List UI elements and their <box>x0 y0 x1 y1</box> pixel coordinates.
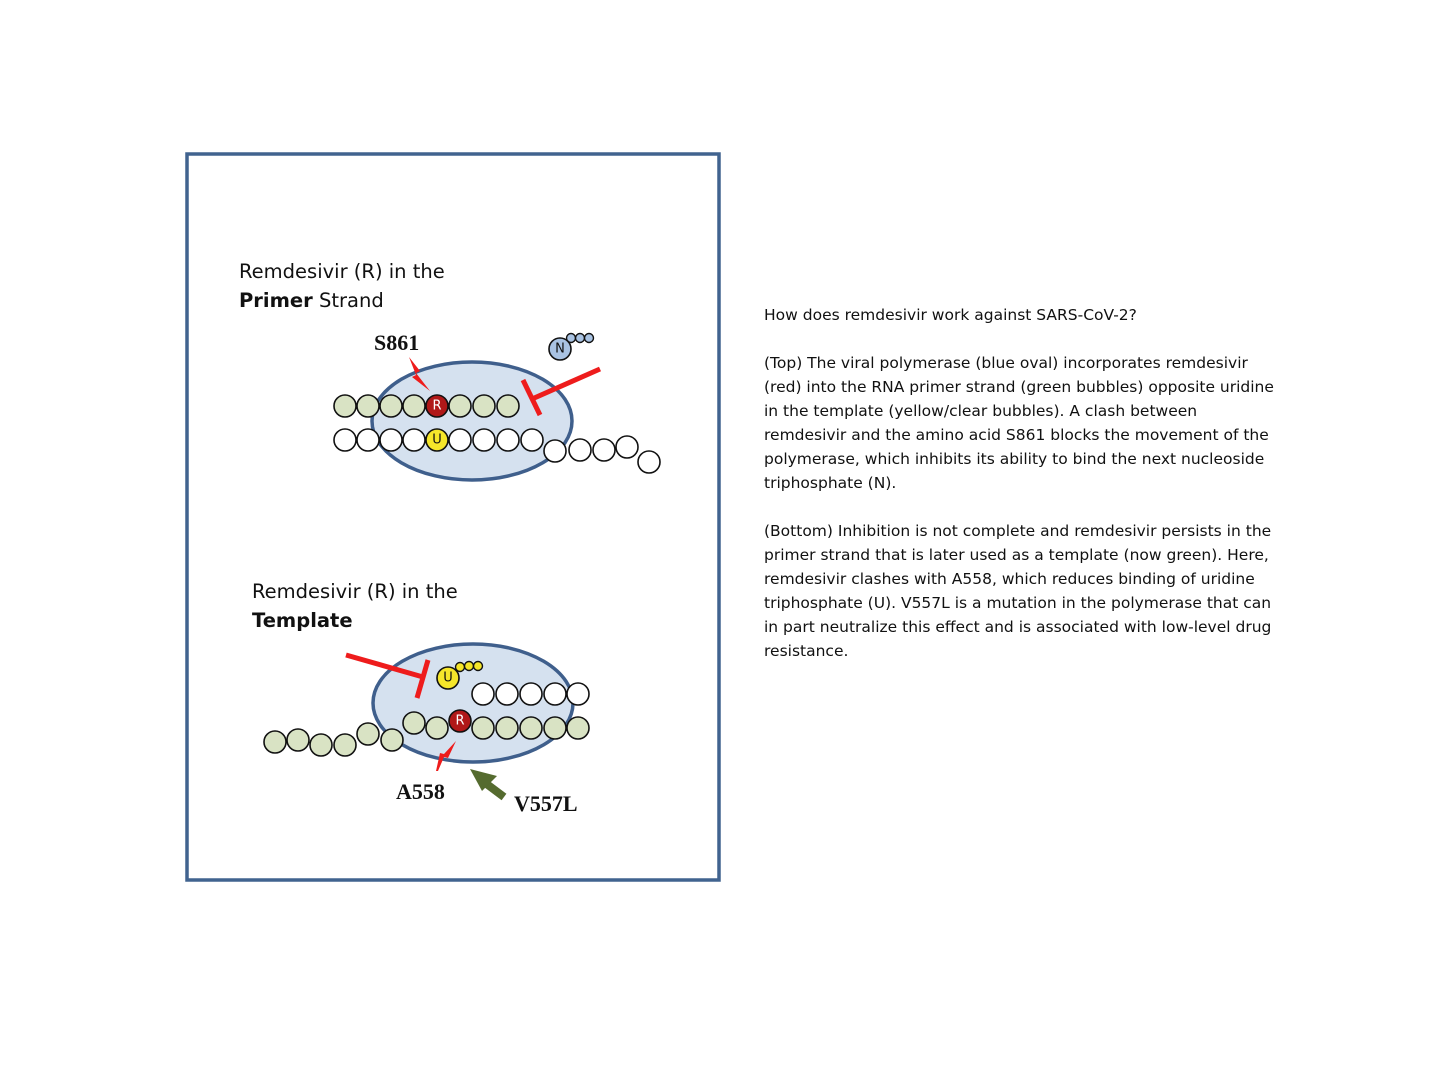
primer-bead <box>473 395 495 417</box>
polymerase-oval-bottom <box>373 644 573 762</box>
uridine-letter-bottom: U <box>443 670 453 686</box>
top-panel-title-bold: Primer <box>239 289 313 312</box>
template-bead <box>381 729 403 751</box>
caption-bottom-paragraph: (Bottom) Inhibition is not complete and remdesivir persists in the primer strand that is later used as a template (now green). Here, remdesivir clashes with A558, which reduces binding of uridine triphosphate (U). V557L is a mutation in the polymerase that can in part neutralize this effect and is associated with low-level drug resistance. <box>764 522 1272 660</box>
primer-bead <box>357 395 379 417</box>
remdesivir-letter-top: R <box>432 398 442 414</box>
template-bead <box>496 717 518 739</box>
phosphate-icon <box>474 662 483 671</box>
template-bead <box>567 717 589 739</box>
top-panel-title-line2 <box>239 289 384 312</box>
template-bead <box>334 429 356 451</box>
caption-top-paragraph: (Top) The viral polymerase (blue oval) incorporates remdesivir (red) into the RNA primer strand (green bubbles) opposite uridine in the template (yellow/clear bubbles). A clash between remdesivir and the amino acid S861 blocks the movement of the polymerase, which inhibits its ability to bind the next nucleoside triphosphate (N). <box>764 354 1274 492</box>
caption-question: How does remdesivir work against SARS-CoV-2? <box>764 306 1137 324</box>
template-bead <box>403 712 425 734</box>
template-bead <box>426 717 448 739</box>
template-bead <box>569 439 591 461</box>
template-bead <box>449 429 471 451</box>
bottom-panel-title-line1: Remdesivir (R) in the <box>252 580 458 603</box>
top-panel <box>239 260 660 480</box>
template-bead <box>357 429 379 451</box>
template-bead <box>544 717 566 739</box>
phosphate-icon <box>576 334 585 343</box>
template-bead <box>497 429 519 451</box>
polymerase-oval-top <box>372 362 572 480</box>
mutation-arrow-icon <box>470 769 504 797</box>
uridine-letter-top: U <box>432 432 442 448</box>
template-bead <box>520 717 542 739</box>
mutation-label-v557l: V557L <box>514 791 578 816</box>
template-bead <box>310 734 332 756</box>
residue-label-s861: S861 <box>374 330 420 355</box>
primer-bead <box>449 395 471 417</box>
primer-bead <box>497 395 519 417</box>
phosphate-icon <box>465 662 474 671</box>
nucleotide-n-letter: N <box>555 341 565 357</box>
template-bead <box>593 439 615 461</box>
new-primer-strand-bottom <box>472 683 589 705</box>
template-bead <box>473 429 495 451</box>
primer-bead <box>496 683 518 705</box>
primer-bead <box>472 683 494 705</box>
primer-bead <box>380 395 402 417</box>
template-bead <box>521 429 543 451</box>
template-bead <box>287 729 309 751</box>
phosphate-icon <box>456 663 465 672</box>
template-bead <box>380 429 402 451</box>
primer-bead <box>334 395 356 417</box>
residue-label-a558: A558 <box>396 779 445 804</box>
incoming-nucleotide-n <box>549 334 594 361</box>
bottom-panel-title-line2: Template <box>252 609 353 632</box>
template-bead <box>616 436 638 458</box>
primer-bead <box>567 683 589 705</box>
template-bead <box>638 451 660 473</box>
template-bead <box>264 731 286 753</box>
caption-text <box>764 303 1284 663</box>
primer-bead <box>403 395 425 417</box>
template-bead <box>472 717 494 739</box>
top-panel-title-line1: Remdesivir (R) in the <box>239 260 445 283</box>
template-bead <box>357 723 379 745</box>
template-bead <box>403 429 425 451</box>
top-panel-title-rest: Strand <box>312 289 384 312</box>
primer-bead <box>544 683 566 705</box>
primer-bead <box>520 683 542 705</box>
remdesivir-letter-bottom: R <box>455 713 465 729</box>
phosphate-icon <box>585 334 594 343</box>
template-bead <box>544 440 566 462</box>
bottom-panel <box>252 580 589 816</box>
template-bead <box>334 734 356 756</box>
